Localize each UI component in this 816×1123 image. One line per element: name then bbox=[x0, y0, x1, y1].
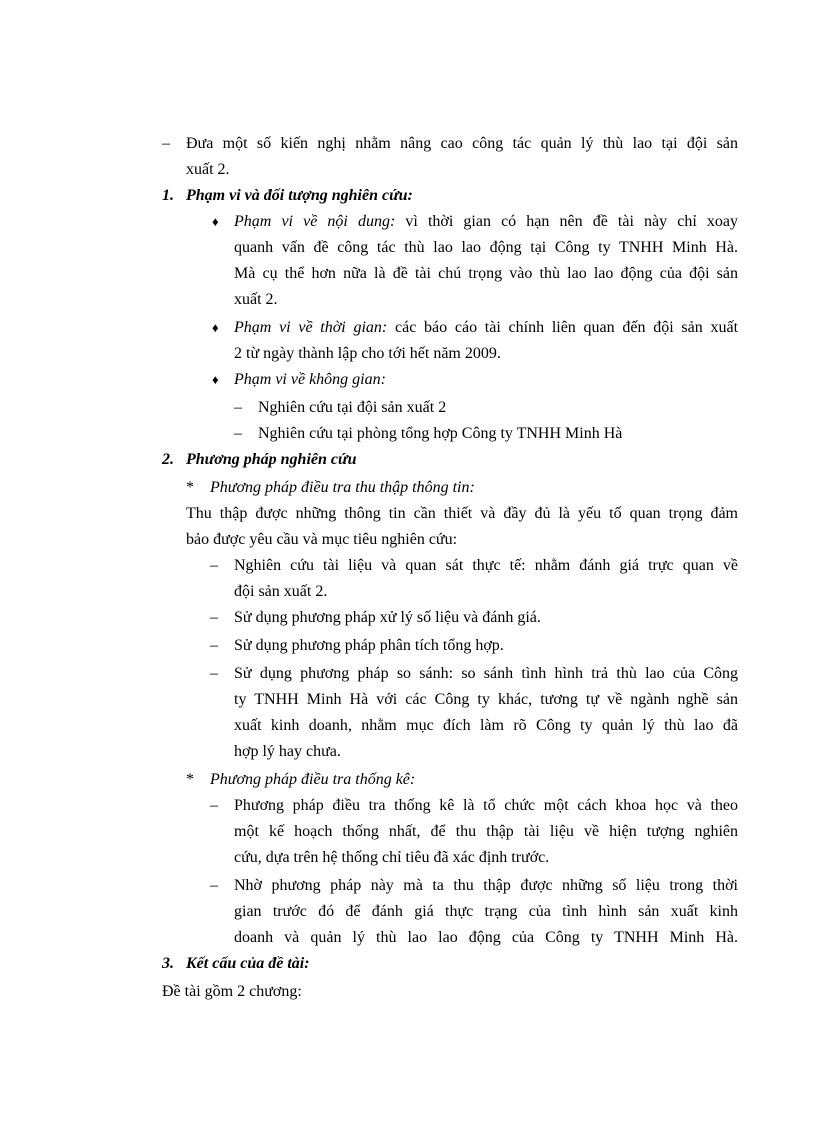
intro-text-line: xuất 2. bbox=[186, 161, 230, 178]
paragraph-line: Đề tài gồm 2 chương: bbox=[162, 983, 302, 1000]
list-item: cứu, dựa trên hệ thống chỉ tiêu đã xác định trước. bbox=[234, 849, 550, 866]
dash-bullet: – bbox=[234, 399, 242, 416]
list-item: một kế hoạch thống nhất, để thu thập tài liệu về hiện tượng nghiên bbox=[234, 823, 738, 840]
list-item: gian trước đó để đánh giá thực trạng của tình hình sản xuất kinh bbox=[234, 903, 738, 920]
stats-method-label: Phương pháp điều tra thống kê: bbox=[210, 771, 416, 788]
content-scope-line bbox=[234, 212, 738, 232]
list-item: Sử dụng phương pháp so sánh: so sánh tình hình trả thù lao của Công bbox=[234, 665, 738, 682]
dash-bullet: – bbox=[210, 637, 218, 654]
section-heading: Phương pháp nghiên cứu bbox=[186, 451, 357, 468]
dash-bullet: – bbox=[210, 797, 218, 814]
list-item: Nghiên cứu tài liệu và quan sát thực tế: nhằm đánh giá trực quan về bbox=[234, 557, 738, 574]
dash-bullet: – bbox=[210, 609, 218, 626]
diamond-bullet-icon: ♦ bbox=[212, 320, 219, 335]
list-item: Phương pháp điều tra thống kê là tổ chức một cách khoa học và theo bbox=[234, 797, 738, 814]
section-heading: Phạm vi và đối tượng nghiên cứu: bbox=[186, 187, 413, 204]
list-item: Nghiên cứu tại phòng tổng hợp Công ty TNHH Minh Hà bbox=[258, 425, 623, 442]
time-scope-line bbox=[234, 318, 738, 338]
list-item: hợp lý hay chưa. bbox=[234, 743, 341, 760]
list-item: xuất kinh doanh, nhằm mục đích làm rõ Công ty quản lý thù lao đã bbox=[234, 717, 738, 734]
time-scope-label: Phạm vi về thời gian: bbox=[234, 319, 388, 336]
dash-bullet: – bbox=[210, 877, 218, 894]
asterisk-bullet: * bbox=[186, 479, 194, 496]
intro-text-line: Đưa một số kiến nghị nhằm nâng cao công tác quản lý thù lao tại đội sản bbox=[186, 135, 738, 152]
list-item: Nghiên cứu tại đội sản xuất 2 bbox=[258, 399, 447, 416]
paragraph-line: Thu thập được những thông tin cần thiết và đầy đủ là yếu tố quan trọng đảm bbox=[186, 505, 738, 522]
time-scope-text: các báo cáo tài chính liên quan đến đội sản xuất bbox=[394, 319, 739, 336]
paragraph-line: bảo được yêu cầu và mục tiêu nghiên cứu: bbox=[186, 531, 458, 548]
list-item: Sử dụng phương pháp xử lý số liệu và đánh giá. bbox=[234, 609, 541, 626]
section-number: 1. bbox=[162, 187, 174, 204]
space-scope-label: Phạm vi về không gian: bbox=[234, 371, 386, 388]
content-scope-line: Mà cụ thể hơn nữa là đề tài chú trọng vào thù lao lao động của đội sản bbox=[234, 265, 738, 282]
section-number: 3. bbox=[162, 955, 174, 972]
dash-bullet: – bbox=[210, 665, 218, 682]
list-item: doanh và quản lý thù lao lao động của Công ty TNHH Minh Hà. bbox=[234, 929, 738, 946]
diamond-bullet-icon: ♦ bbox=[212, 214, 219, 229]
list-item: đội sản xuất 2. bbox=[234, 583, 328, 600]
dash-bullet: – bbox=[162, 135, 170, 152]
list-item: Nhờ phương pháp này mà ta thu thập được những số liệu trong thời bbox=[234, 877, 738, 894]
section-heading: Kết cấu của đề tài: bbox=[186, 955, 310, 972]
dash-bullet: – bbox=[210, 557, 218, 574]
content-scope-label: Phạm vi về nội dung: bbox=[234, 213, 396, 230]
list-item: Sử dụng phương pháp phân tích tổng hợp. bbox=[234, 637, 504, 654]
list-item: ty TNHH Minh Hà với các Công ty khác, tương tự về ngành nghề sản bbox=[234, 691, 738, 708]
content-scope-line: quanh vấn đề công tác thù lao lao động tại Công ty TNHH Minh Hà. bbox=[234, 239, 738, 256]
content-scope-text: vì thời gian có hạn nên đề tài này chỉ xoay bbox=[405, 213, 738, 230]
diamond-bullet-icon: ♦ bbox=[212, 372, 219, 387]
time-scope-line: 2 từ ngày thành lập cho tới hết năm 2009. bbox=[234, 345, 501, 362]
dash-bullet: – bbox=[234, 425, 242, 442]
survey-method-label: Phương pháp điều tra thu thập thông tin: bbox=[210, 479, 475, 496]
section-number: 2. bbox=[162, 451, 174, 468]
asterisk-bullet: * bbox=[186, 771, 194, 788]
content-scope-line: xuất 2. bbox=[234, 291, 278, 308]
